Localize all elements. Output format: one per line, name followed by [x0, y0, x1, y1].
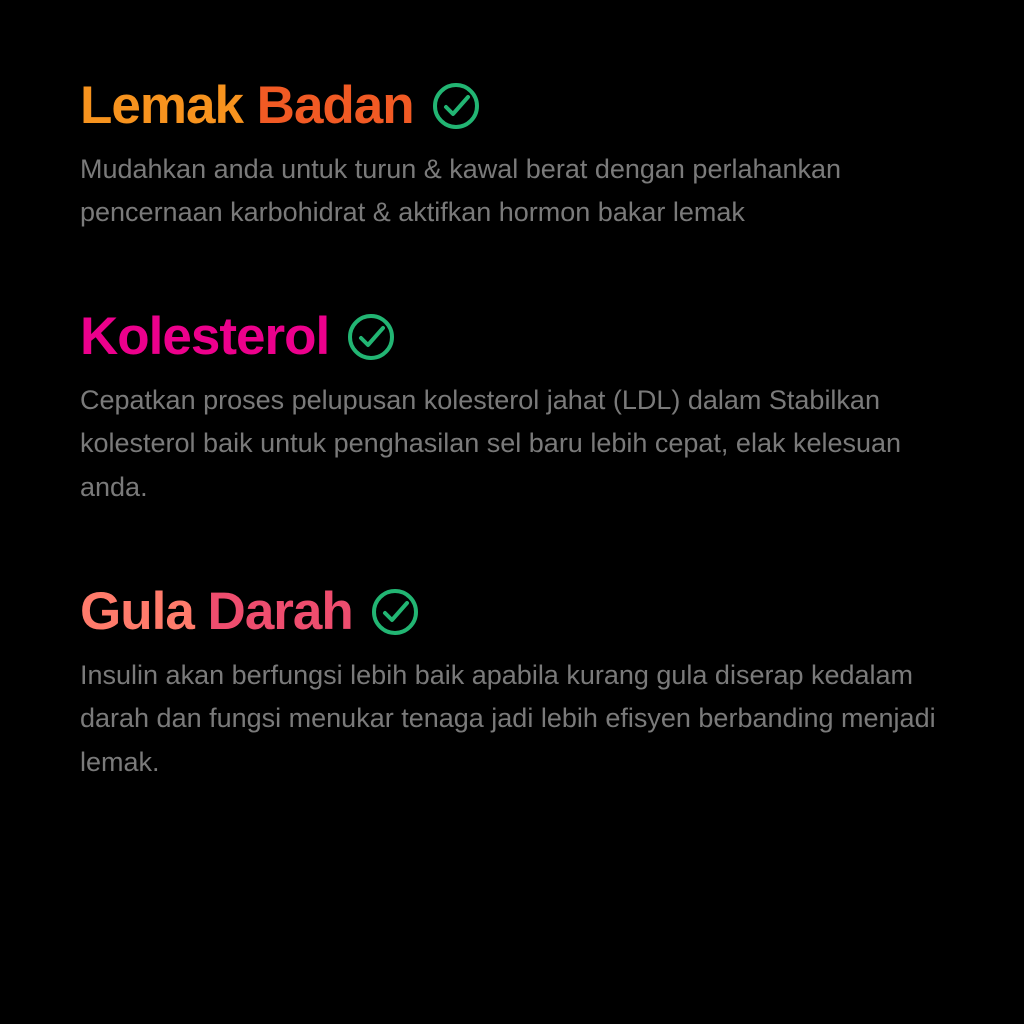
benefit-description: Insulin akan berfungsi lebih baik apabila kurang gula diserap kedalam darah dan fungsi menukar tenaga jadi lebih efisyen berbanding menjadi lemak.	[80, 659, 936, 778]
benefit-heading-row	[80, 78, 944, 134]
benefit-title	[80, 581, 353, 641]
benefit-title-word-1: Gula	[80, 581, 194, 641]
benefit-heading-row	[80, 309, 944, 365]
benefit-title	[80, 309, 329, 365]
benefit-heading-row	[80, 581, 944, 641]
benefit-title-word-2: Badan	[256, 76, 414, 135]
benefit-title-word-1: Kolesterol	[80, 307, 330, 367]
check-circle-icon	[369, 586, 421, 638]
benefit-description: Mudahkan anda untuk turun & kawal berat dengan perlahankan pencernaan karbohidrat & aktifkan hormon bakar lemak	[80, 153, 842, 228]
benefit-block-gula-darah	[80, 581, 944, 785]
benefit-block-lemak-badan	[80, 78, 944, 235]
benefit-description: Cepatkan proses pelupusan kolesterol jahat (LDL) dalam Stabilkan kolesterol baik untuk penghasilan sel baru lebih cepat, elak kelesuan anda.	[80, 384, 902, 503]
benefit-title-word-2: Darah	[207, 581, 353, 641]
benefit-title	[80, 78, 414, 134]
check-circle-icon	[345, 311, 397, 363]
benefit-block-kolesterol	[80, 309, 944, 510]
check-circle-icon	[430, 80, 482, 132]
benefit-title-word-1: Lemak	[80, 76, 243, 135]
